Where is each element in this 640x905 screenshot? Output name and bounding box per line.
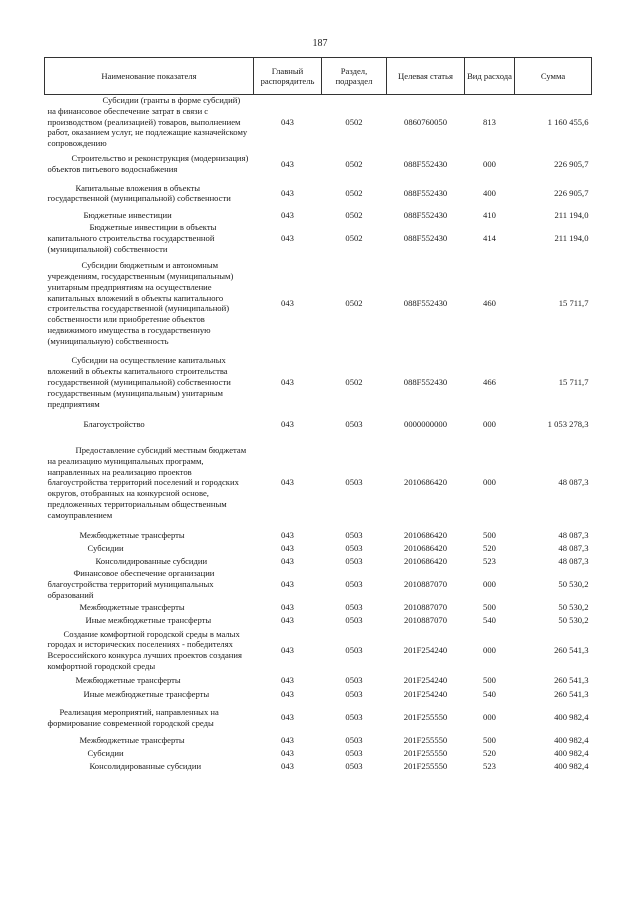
- budget-table: [44, 57, 592, 773]
- cell-sum: 50 530,2: [558, 601, 589, 612]
- cell-admin: 043: [281, 614, 294, 625]
- table-row: [45, 254, 592, 352]
- cell-section: 0502: [345, 158, 363, 169]
- table-header-row: [45, 58, 592, 95]
- cell-sum: 15 711,7: [558, 297, 589, 308]
- cell-name: Реализация мероприятий, направленных на формирование современной городской среды: [47, 706, 219, 728]
- header-sum: Сумма: [515, 58, 592, 95]
- cell-expense: 523: [483, 556, 496, 567]
- cell-article: 201F254240: [403, 644, 448, 655]
- cell-name: Субсидии (гранты в форме субсидий) на финансовое обеспечение затрат в связи с производством (реализацией) товаров, выполнением работ, оказанием услуг, не подлежащие казначейскому сопровождению: [47, 95, 248, 149]
- cell-sum: 226 905,7: [554, 158, 589, 169]
- cell-sum: 400 982,4: [554, 734, 589, 745]
- header-admin: Главный распорядитель: [254, 58, 322, 95]
- cell-article: 088F552430: [403, 158, 448, 169]
- cell-admin: 043: [281, 747, 294, 758]
- table-row: [45, 601, 592, 614]
- cell-expense: 813: [483, 116, 496, 127]
- table-row: [45, 568, 592, 600]
- page-number: 187: [312, 38, 328, 49]
- cell-name: Предоставление субсидий местным бюджетам на реализацию муниципальных программ, направленных на реализацию проектов благоустройства территорий поселений и городских округов, отобранных на конкурсной основе, предложенных территориальным общественным самоуправлением: [47, 445, 247, 520]
- cell-admin: 043: [281, 188, 294, 199]
- cell-section: 0502: [345, 232, 363, 243]
- cell-admin: 043: [281, 712, 294, 723]
- cell-name: Межбюджетные трансферты: [79, 601, 185, 612]
- cell-expense: 500: [483, 734, 496, 745]
- cell-admin: 043: [281, 644, 294, 655]
- cell-expense: 540: [483, 614, 496, 625]
- header-section: Раздел, подраздел: [322, 58, 387, 95]
- cell-article: 201F255550: [403, 712, 448, 723]
- cell-expense: 523: [483, 760, 496, 771]
- cell-name: Благоустройство: [83, 418, 145, 429]
- cell-sum: 400 982,4: [554, 760, 589, 771]
- cell-section: 0503: [345, 543, 363, 554]
- cell-section: 0503: [345, 477, 363, 488]
- cell-article: 2010887070: [404, 614, 447, 625]
- cell-sum: 15 711,7: [558, 376, 589, 387]
- cell-expense: 500: [483, 530, 496, 541]
- cell-article: 2010686420: [404, 543, 447, 554]
- cell-admin: 043: [281, 734, 294, 745]
- cell-expense: 466: [483, 376, 496, 387]
- cell-sum: 226 905,7: [554, 188, 589, 199]
- table-row: [45, 702, 592, 734]
- cell-expense: 000: [483, 579, 496, 590]
- cell-article: 0860760050: [404, 116, 447, 127]
- cell-sum: 211 194,0: [554, 209, 589, 220]
- cell-section: 0502: [345, 188, 363, 199]
- table-row: [45, 208, 592, 222]
- cell-name: Строительство и реконструкция (модернизация) объектов питьевого водоснабжения: [47, 153, 249, 174]
- cell-section: 0503: [345, 556, 363, 567]
- cell-admin: 043: [281, 158, 294, 169]
- cell-section: 0503: [345, 675, 363, 686]
- cell-admin: 043: [281, 477, 294, 488]
- cell-sum: 260 541,3: [554, 644, 589, 655]
- cell-admin: 043: [281, 418, 294, 429]
- cell-article: 201F255550: [403, 760, 448, 771]
- cell-admin: 043: [281, 556, 294, 567]
- cell-name: Субсидии бюджетным и автономным учреждениям, государственным (муниципальным) унитарным предприятиям на осуществление капитальных вложений в объекты капитального строительства государственной (муниципальной) собственности или приобретение объектов недвижимого имущества в государственную (муниципальную) собственность: [47, 260, 234, 346]
- cell-expense: 000: [483, 477, 496, 488]
- cell-expense: 520: [483, 747, 496, 758]
- cell-admin: 043: [281, 209, 294, 220]
- table-row: [45, 674, 592, 688]
- cell-name: Субсидии: [87, 543, 124, 554]
- cell-expense: 540: [483, 689, 496, 700]
- table-row: [45, 747, 592, 760]
- cell-section: 0503: [345, 601, 363, 612]
- cell-section: 0503: [345, 579, 363, 590]
- cell-expense: 520: [483, 543, 496, 554]
- cell-section: 0503: [345, 644, 363, 655]
- cell-admin: 043: [281, 543, 294, 554]
- cell-sum: 48 087,3: [558, 530, 589, 541]
- cell-expense: 000: [483, 644, 496, 655]
- cell-sum: 48 087,3: [558, 543, 589, 554]
- table-row: [45, 760, 592, 773]
- cell-admin: 043: [281, 689, 294, 700]
- cell-expense: 000: [483, 158, 496, 169]
- table-row: [45, 734, 592, 747]
- cell-admin: 043: [281, 116, 294, 127]
- cell-admin: 043: [281, 760, 294, 771]
- cell-admin: 043: [281, 376, 294, 387]
- cell-article: 088F552430: [403, 376, 448, 387]
- table-row: [45, 555, 592, 568]
- cell-name: Консолидированные субсидии: [95, 556, 208, 567]
- cell-article: 2010887070: [404, 579, 447, 590]
- cell-sum: 1 053 278,3: [547, 418, 589, 429]
- cell-article: 201F255550: [403, 747, 448, 758]
- cell-section: 0503: [345, 418, 363, 429]
- cell-expense: 410: [483, 209, 496, 220]
- cell-section: 0503: [345, 760, 363, 771]
- cell-section: 0503: [345, 747, 363, 758]
- cell-section: 0503: [345, 734, 363, 745]
- table-row: [45, 627, 592, 674]
- table-row: [45, 688, 592, 702]
- cell-article: 2010686420: [404, 477, 447, 488]
- cell-expense: 000: [483, 712, 496, 723]
- table-row: [45, 352, 592, 412]
- cell-name: Бюджетные инвестиции в объекты капитального строительства государственной (муниципальной) собственности: [47, 221, 217, 254]
- cell-sum: 50 530,2: [558, 614, 589, 625]
- cell-section: 0503: [345, 712, 363, 723]
- table-row: [45, 542, 592, 555]
- cell-sum: 48 087,3: [558, 477, 589, 488]
- cell-admin: 043: [281, 601, 294, 612]
- cell-article: 0000000000: [404, 418, 447, 429]
- cell-section: 0502: [345, 116, 363, 127]
- cell-admin: 043: [281, 675, 294, 686]
- cell-article: 201F254240: [403, 675, 448, 686]
- cell-article: 088F552430: [403, 188, 448, 199]
- cell-article: 088F552430: [403, 297, 448, 308]
- cell-name: Субсидии на осуществление капитальных вложений в объекты капитального строительства государственной (муниципальной) собственности государственным (муниципальным) унитарным предприятиям: [47, 355, 231, 409]
- cell-name: Финансовое обеспечение организации благоустройства территорий муниципальных образований: [47, 568, 215, 600]
- cell-name: Межбюджетные трансферты: [79, 530, 185, 541]
- cell-expense: 460: [483, 297, 496, 308]
- cell-section: 0502: [345, 297, 363, 308]
- header-article: Целевая статья: [387, 58, 465, 95]
- cell-sum: 211 194,0: [554, 232, 589, 243]
- cell-name: Межбюджетные трансферты: [75, 675, 181, 686]
- cell-expense: 400: [483, 188, 496, 199]
- cell-section: 0503: [345, 614, 363, 625]
- table-row: [45, 222, 592, 254]
- cell-sum: 260 541,3: [554, 675, 589, 686]
- cell-article: 2010686420: [404, 556, 447, 567]
- cell-expense: 000: [483, 418, 496, 429]
- cell-admin: 043: [281, 232, 294, 243]
- cell-expense: 414: [483, 232, 496, 243]
- cell-article: 088F552430: [403, 232, 448, 243]
- cell-section: 0503: [345, 530, 363, 541]
- cell-sum: 260 541,3: [554, 689, 589, 700]
- table-row: [45, 95, 592, 149]
- cell-name: Консолидированные субсидии: [89, 760, 202, 771]
- cell-section: 0503: [345, 689, 363, 700]
- cell-article: 088F552430: [403, 209, 448, 220]
- cell-section: 0502: [345, 209, 363, 220]
- cell-article: 2010686420: [404, 530, 447, 541]
- table-row: [45, 149, 592, 179]
- header-expense: Вид расхода: [465, 58, 515, 95]
- cell-name: Бюджетные инвестиции: [83, 209, 172, 220]
- cell-article: 2010887070: [404, 601, 447, 612]
- cell-name: Капитальные вложения в объекты государственной (муниципальной) собственности: [47, 182, 231, 204]
- table-row: [45, 529, 592, 542]
- cell-sum: 50 530,2: [558, 579, 589, 590]
- cell-section: 0502: [345, 376, 363, 387]
- cell-name: Межбюджетные трансферты: [79, 734, 185, 745]
- cell-name: Иные межбюджетные трансферты: [85, 614, 212, 625]
- cell-name: Создание комфортной городской среды в малых городах и исторических поселениях - победителях Всероссийского конкурса лучших проектов создания комфортной городской среды: [47, 628, 242, 672]
- cell-sum: 1 160 455,6: [547, 116, 589, 127]
- cell-sum: 400 982,4: [554, 747, 589, 758]
- cell-article: 201F255550: [403, 734, 448, 745]
- table-row: [45, 179, 592, 208]
- cell-sum: 400 982,4: [554, 712, 589, 723]
- cell-expense: 500: [483, 601, 496, 612]
- cell-expense: 500: [483, 675, 496, 686]
- cell-name: Иные межбюджетные трансферты: [83, 689, 210, 700]
- table-row: [45, 436, 592, 529]
- cell-name: Субсидии: [87, 747, 124, 758]
- table-row: [45, 614, 592, 627]
- cell-admin: 043: [281, 579, 294, 590]
- header-name: Наименование показателя: [45, 58, 254, 95]
- cell-admin: 043: [281, 530, 294, 541]
- table-row: [45, 412, 592, 436]
- cell-article: 201F254240: [403, 689, 448, 700]
- cell-sum: 48 087,3: [558, 556, 589, 567]
- cell-admin: 043: [281, 297, 294, 308]
